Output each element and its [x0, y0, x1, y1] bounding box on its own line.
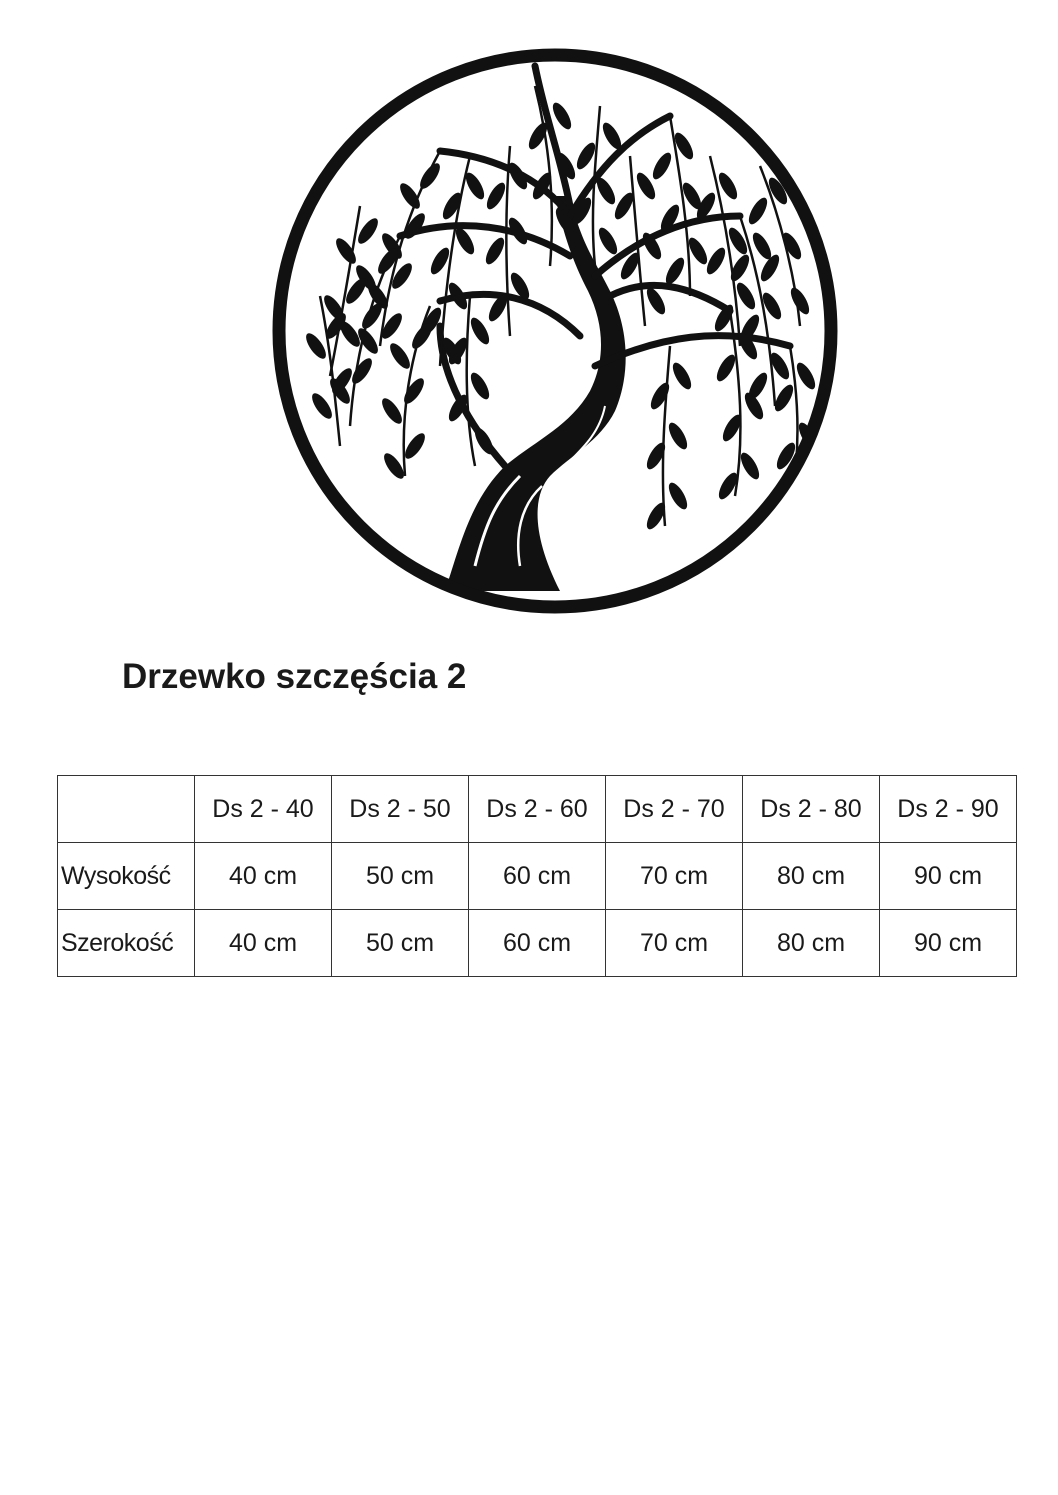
- table-cell: 70 cm: [606, 843, 743, 910]
- table-cell: 80 cm: [743, 843, 880, 910]
- table-cell: 60 cm: [469, 843, 606, 910]
- column-header: Ds 2 - 80: [743, 776, 880, 843]
- row-label: Wysokość: [58, 843, 195, 910]
- column-header: Ds 2 - 50: [332, 776, 469, 843]
- table-header-row: [58, 776, 1017, 843]
- table-cell: 90 cm: [880, 843, 1017, 910]
- column-header: Ds 2 - 90: [880, 776, 1017, 843]
- table-cell: 90 cm: [880, 910, 1017, 977]
- table-corner-cell: [58, 776, 195, 843]
- table-cell: 50 cm: [332, 843, 469, 910]
- table-row: [58, 910, 1017, 977]
- size-table: [57, 775, 1017, 977]
- table-row: [58, 843, 1017, 910]
- table-cell: 50 cm: [332, 910, 469, 977]
- table-cell: 40 cm: [195, 910, 332, 977]
- column-header: Ds 2 - 60: [469, 776, 606, 843]
- table-cell: 80 cm: [743, 910, 880, 977]
- table-cell: 40 cm: [195, 843, 332, 910]
- column-header: Ds 2 - 40: [195, 776, 332, 843]
- willow-tree-in-circle-icon: [270, 46, 840, 616]
- column-header: Ds 2 - 70: [606, 776, 743, 843]
- row-label: Szerokość: [58, 910, 195, 977]
- document-title: Drzewko szczęścia 2: [122, 657, 467, 696]
- table-cell: 60 cm: [469, 910, 606, 977]
- table-cell: 70 cm: [606, 910, 743, 977]
- tree-trunk: [445, 196, 626, 591]
